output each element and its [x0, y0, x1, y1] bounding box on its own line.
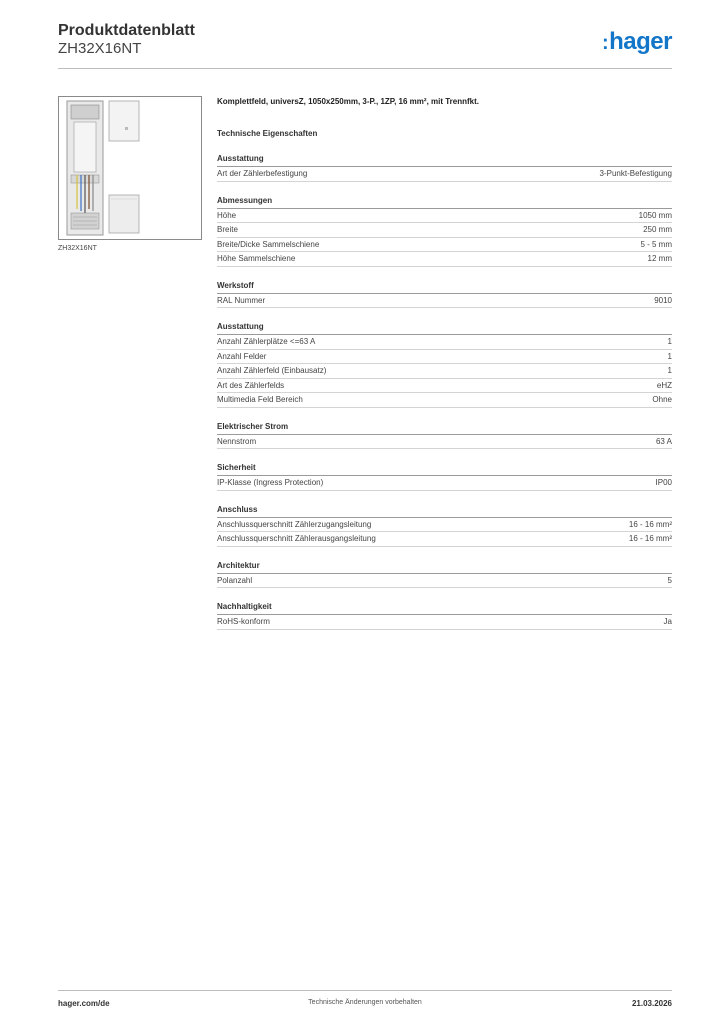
document-title: Produktdatenblatt [58, 22, 195, 39]
property-label: Anschlussquerschnitt Zählerzugangsleitung [217, 519, 372, 529]
property-row [217, 574, 672, 589]
property-row [217, 393, 672, 408]
group-title: Anschluss [217, 504, 672, 518]
property-value: 5 - 5 mm [640, 239, 672, 249]
property-value: 1 [667, 337, 672, 346]
property-group [217, 321, 672, 408]
property-label: Anzahl Zählerplätze <=63 A [217, 337, 316, 346]
logo-text: hager [609, 28, 672, 55]
property-value: Ja [663, 617, 672, 626]
group-title: Sicherheit [217, 462, 672, 476]
property-label: Anzahl Zählerfeld (Einbausatz) [217, 366, 327, 375]
property-row [217, 518, 672, 533]
property-label: Breite/Dicke Sammelschiene [217, 239, 320, 249]
property-label: Art des Zählerfelds [217, 380, 285, 390]
property-label: Multimedia Feld Bereich [217, 395, 303, 404]
product-image [58, 96, 202, 240]
property-value: 1 [667, 351, 672, 361]
property-label: Anschlussquerschnitt Zählerausgangsleitung [217, 534, 376, 543]
property-value: 3-Punkt-Befestigung [599, 169, 672, 178]
hager-logo [602, 28, 672, 56]
property-row [217, 379, 672, 394]
group-title: Werkstoff [217, 280, 672, 294]
property-label: RAL Nummer [217, 295, 266, 305]
property-label: IP-Klasse (Ingress Protection) [217, 478, 324, 487]
property-value: 5 [667, 575, 672, 585]
group-title: Abmessungen [217, 195, 672, 209]
page-footer [58, 990, 672, 1017]
property-label: Polanzahl [217, 575, 253, 585]
group-title: Architektur [217, 560, 672, 574]
property-label: Höhe Sammelschiene [217, 254, 296, 263]
group-title: Elektrischer Strom [217, 421, 672, 435]
footer-website: hager.com/de [58, 999, 110, 1008]
property-row [217, 223, 672, 238]
property-value: 16 - 16 mm² [628, 519, 672, 529]
logo-dots-icon: : [601, 32, 609, 54]
footer-notice: Technische Änderungen vorbehalten [308, 999, 422, 1006]
property-value: 9010 [654, 295, 672, 305]
property-label: Anzahl Felder [217, 351, 267, 361]
page-header [58, 20, 672, 69]
property-value: 63 A [655, 436, 672, 446]
property-value: Ohne [652, 395, 672, 404]
article-number: ZH32X16NT [58, 40, 142, 57]
section-heading: Technische Eigenschaften [217, 129, 318, 138]
property-value: IP00 [655, 478, 672, 487]
property-row [217, 615, 672, 630]
property-group [217, 153, 672, 182]
property-label: Höhe [217, 210, 237, 220]
property-row [217, 209, 672, 224]
property-label: Art der Zählerbefestigung [217, 169, 308, 178]
group-title: Ausstattung [217, 321, 672, 335]
group-title: Ausstattung [217, 153, 672, 167]
property-value: eHZ [656, 380, 672, 390]
property-value: 16 - 16 mm² [628, 534, 672, 543]
property-value: 250 mm [643, 225, 672, 234]
property-row [217, 167, 672, 182]
property-row [217, 350, 672, 365]
image-caption: ZH32X16NT [58, 245, 97, 252]
property-label: Nennstrom [217, 436, 257, 446]
property-group [217, 560, 672, 589]
property-value: 1050 mm [638, 210, 672, 220]
property-groups [217, 153, 672, 630]
property-group [217, 421, 672, 450]
property-row [217, 532, 672, 547]
property-value: 12 mm [647, 254, 672, 263]
property-group [217, 195, 672, 267]
property-label: Breite [217, 225, 238, 234]
footer-date: 21.03.2026 [631, 999, 672, 1008]
property-group [217, 462, 672, 491]
property-row [217, 364, 672, 379]
property-label: RoHS-konform [217, 617, 270, 626]
property-row [217, 238, 672, 253]
property-group [217, 280, 672, 309]
property-value: 1 [667, 366, 672, 375]
product-illustration [59, 97, 201, 239]
property-row [217, 435, 672, 450]
product-description: Komplettfeld, universZ, 1050x250mm, 3-P., 1ZP, 16 mm², mit Trennfkt. [217, 97, 480, 106]
group-title: Nachhaltigkeit [217, 601, 672, 615]
product-content [217, 96, 672, 630]
property-row [217, 252, 672, 267]
property-row [217, 294, 672, 309]
property-group [217, 504, 672, 547]
property-group [217, 601, 672, 630]
property-row [217, 335, 672, 350]
property-row [217, 476, 672, 491]
